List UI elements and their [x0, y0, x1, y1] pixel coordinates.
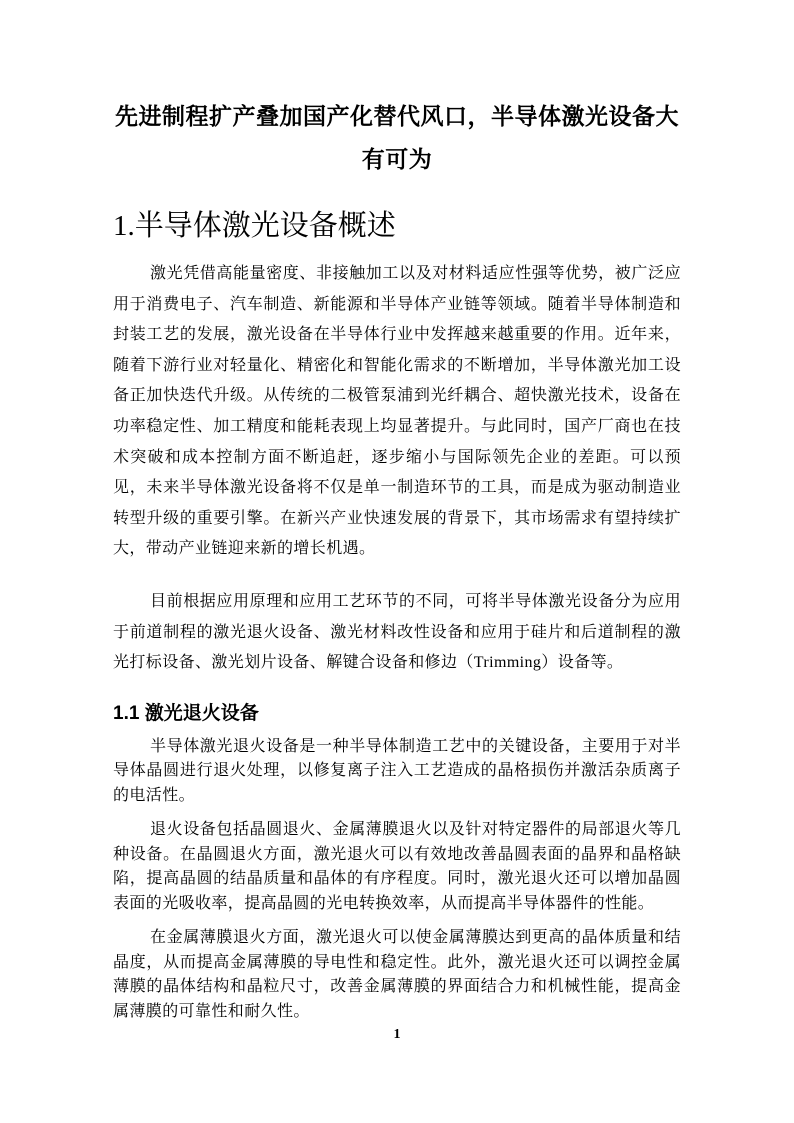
- page-number: 1: [393, 1027, 401, 1042]
- document-title: 先进制程扩产叠加国产化替代风口，半导体激光设备大有可为: [115, 103, 679, 172]
- paragraph-annealing-2: 退火设备包括晶圆退火、金属薄膜退火以及针对特定器件的局部退火等几种设备。在晶圆退火方面，激光退火可以有效地改善晶圆表面的晶界和晶格缺陷，提高晶圆的结晶质量和晶体的有序程度。同时，激光退火还可以增加晶圆表面的光吸收率，提高晶圆的光电转换效率，从而提高半导体器件的性能。: [113, 821, 681, 912]
- section-heading-laser-annealing: 1.1 激光退火设备: [113, 702, 259, 724]
- paragraph-annealing-3: 在金属薄膜退火方面，激光退火可以使金属薄膜达到更高的晶体质量和结晶度，从而提高金属薄膜的导电性和稳定性。此外，激光退火还可以调控金属薄膜的晶体结构和晶粒尺寸，改善金属薄膜的界面结合力和机械性能，提高金属薄膜的可靠性和耐久性。: [113, 929, 681, 1020]
- paragraph-overview-1: 激光凭借高能量密度、非接触加工以及对材料适应性强等优势，被广泛应用于消费电子、汽车制造、新能源和半导体产业链等领域。随着半导体制造和封装工艺的发展，激光设备在半导体行业中发挥越来越重要的作用。近年来，随着下游行业对轻量化、精密化和智能化需求的不断增加，半导体激光加工设备正加快迭代升级。从传统的二极管泵浦到光纤耦合、超快激光技术，设备在功率稳定性、加工精度和能耗表现上均显著提升。与此同时，国产厂商也在技术突破和成本控制方面不断追赶，逐步缩小与国际领先企业的差距。可以预见，未来半导体激光设备将不仅是单一制造环节的工具，而是成为驱动制造业转型升级的重要引擎。在新兴产业快速发展的背景下，其市场需求有望持续扩大，带动产业链迎来新的增长机遇。: [113, 265, 681, 558]
- paragraph-overview-2: 目前根据应用原理和应用工艺环节的不同，可将半导体激光设备分为应用于前道制程的激光退火设备、激光材料改性设备和应用于硅片和后道制程的激光打标设备、激光划片设备、解键合设备和修边（Trimming）设备等。: [113, 592, 681, 672]
- paragraph-annealing-1: 半导体激光退火设备是一种半导体制造工艺中的关键设备，主要用于对半导体晶圆进行退火处理，以修复离子注入工艺造成的晶格损伤并激活杂质离子的电活性。: [113, 737, 681, 804]
- section-heading-overview: 1.半导体激光设备概述: [113, 210, 396, 242]
